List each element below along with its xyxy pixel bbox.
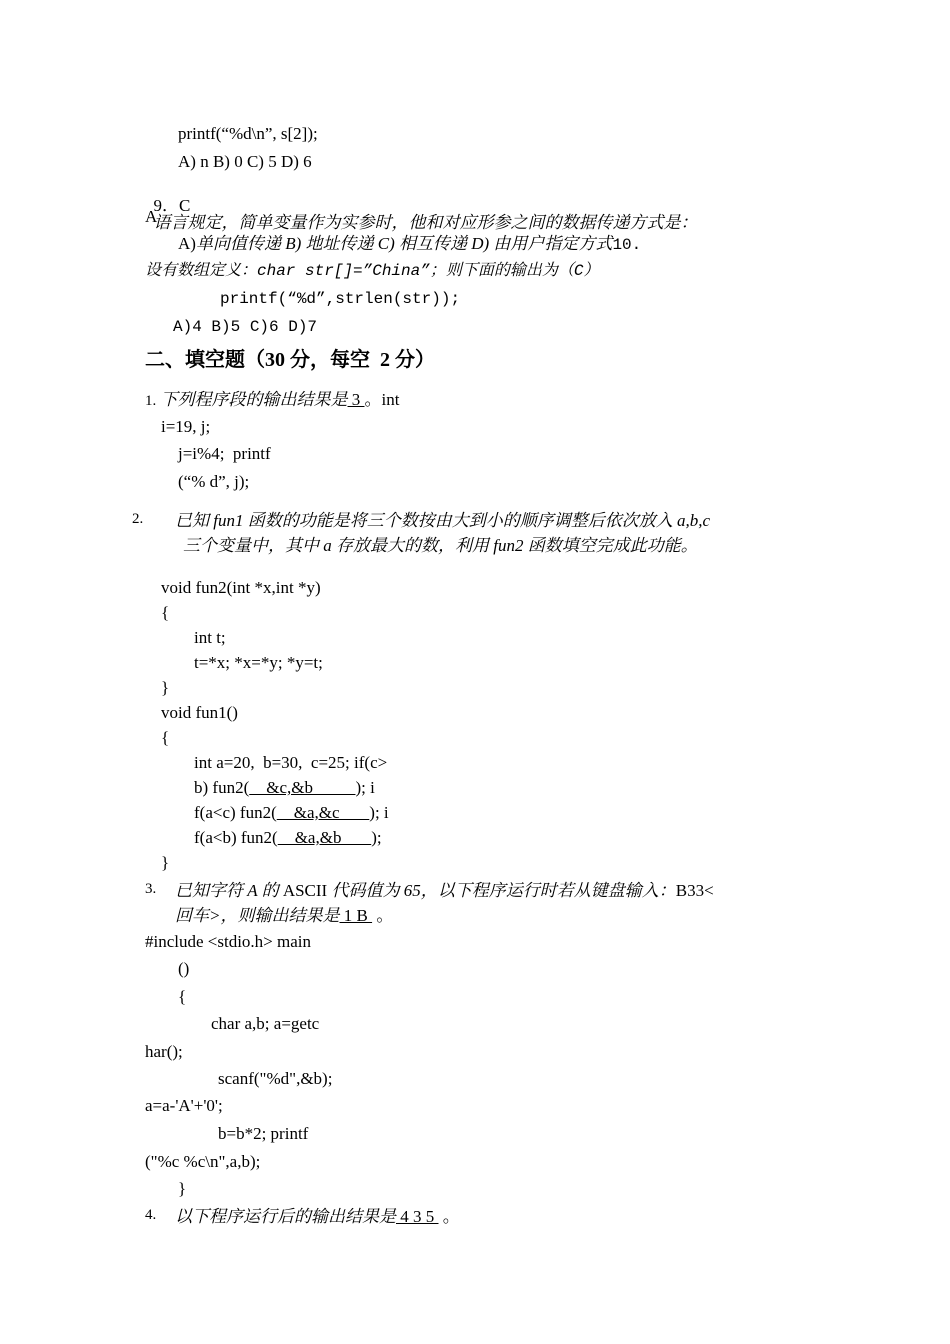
fill2-code5: } [161, 678, 170, 697]
fill3-answer: 1 B [339, 906, 373, 925]
fill2-code6: void fun1() [161, 703, 238, 722]
fill2-code10-b: ); i [369, 803, 389, 822]
fill3-code2: () [178, 959, 190, 978]
fill3-code9: ("%c %c\n",a,b); [145, 1152, 261, 1171]
fill2-code11 [194, 829, 382, 846]
fill3-line1-d: B33< [675, 881, 714, 900]
fill4-text: 以下程序运行后的输出结果是 [175, 1207, 396, 1226]
q10-options: A)4 B)5 C)6 D)7 [173, 318, 318, 336]
fill1-answer: 3 [347, 390, 365, 409]
fill2-number: 2. [132, 511, 144, 527]
fill1-line1 [145, 391, 399, 409]
fill2-code3: int t; [194, 628, 226, 647]
fill2-code9-answer: &c,&b [249, 778, 356, 797]
fill4-answer: 4 3 5 [396, 1207, 439, 1226]
q9-answer: A [145, 207, 158, 226]
fill2-code9 [194, 779, 375, 796]
fill3-code5: har(); [145, 1042, 183, 1061]
fill3-line2 [175, 907, 393, 924]
fill3-number: 3. [145, 881, 157, 897]
fill3-code8: b=b*2; printf [218, 1124, 309, 1143]
fill3-code1: #include <stdio.h> main [145, 932, 312, 951]
fill2-code1: void fun2(int *x,int *y) [161, 578, 321, 597]
fill3-code7: a=a-'A'+'0'; [145, 1096, 223, 1115]
fill3-line2-a: 回车>，则输出结果是 [175, 906, 340, 925]
q9-line [145, 180, 698, 231]
fill1-tail: 。int [364, 390, 400, 409]
fill2-code10 [194, 804, 389, 821]
q8-code: printf(“%d\n”, s[2]); [178, 124, 318, 143]
q9-options-text: 单向值传递 B) 地址传递 C) 相互传递 D) 由用户指定方式 [195, 234, 613, 253]
fill2-code7: { [161, 728, 170, 747]
q9-number: 9．C [153, 196, 191, 215]
fill2-line2: 三个变量中，其中 a 存放最大的数，利用 fun2 函数填空完成此功能。 [183, 536, 698, 555]
fill1-line3: j=i%4; printf [178, 444, 271, 463]
fill2-code11-answer: &a,&b [277, 828, 372, 847]
fill3-code6: scanf("%d",&b); [218, 1069, 333, 1088]
q9-options [178, 235, 641, 253]
fill1-text: 下列程序段的输出结果是 [160, 390, 348, 409]
fill1-line2: i=19, j; [161, 417, 211, 436]
fill4-line [175, 1208, 460, 1225]
fill3-line1-a: 已知字符 A 的 [175, 881, 279, 900]
q10-line: 设有数组定义：char str[]=”China”；则下面的输出为（C） [145, 262, 600, 280]
fill1-number: 1. [145, 393, 157, 409]
q9-option-a: A) [178, 234, 196, 253]
q10-number: 10. [612, 236, 642, 254]
fill4-number: 4. [145, 1207, 157, 1223]
fill2-code11-a: f(a<b) fun2( [194, 828, 278, 847]
q9-question: 语言规定，简单变量作为实参时，他和对应形参之间的数据传递方式是： [153, 213, 698, 232]
section-heading: 二、填空题（30 分，每空 2 分） [145, 349, 435, 371]
fill1-line4: (“% d”, j); [178, 472, 250, 491]
q8-options: A) n B) 0 C) 5 D) 6 [178, 152, 312, 171]
fill2-code9-a: b) fun2( [194, 778, 250, 797]
q10-code: printf(“%d”,strlen(str)); [220, 290, 461, 308]
fill3-code4: char a,b; a=getc [211, 1014, 320, 1033]
fill3-code3: { [178, 987, 187, 1006]
fill3-line1-b: ASCII [282, 881, 328, 900]
fill2-code2: { [161, 603, 170, 622]
fill2-code8: int a=20, b=30, c=25; if(c> [194, 753, 388, 772]
fill3-line2-b: 。 [372, 906, 394, 925]
fill3-line1 [175, 882, 714, 899]
fill2-code11-b: ); [371, 828, 382, 847]
fill4-tail: 。 [438, 1207, 460, 1226]
fill2-code12: } [161, 853, 170, 872]
fill2-code10-a: f(a<c) fun2( [194, 803, 277, 822]
fill3-code10: } [178, 1179, 187, 1198]
fill2-line1: 已知 fun1 函数的功能是将三个数按由大到小的顺序调整后依次放入 a,b,c [175, 511, 711, 530]
fill2-code9-b: ); i [355, 778, 375, 797]
fill3-line1-c: 代码值为 65，以下程序运行时若从键盘输入： [331, 881, 676, 900]
fill2-code4: t=*x; *x=*y; *y=t; [194, 653, 323, 672]
fill2-code10-answer: &a,&c [276, 803, 370, 822]
